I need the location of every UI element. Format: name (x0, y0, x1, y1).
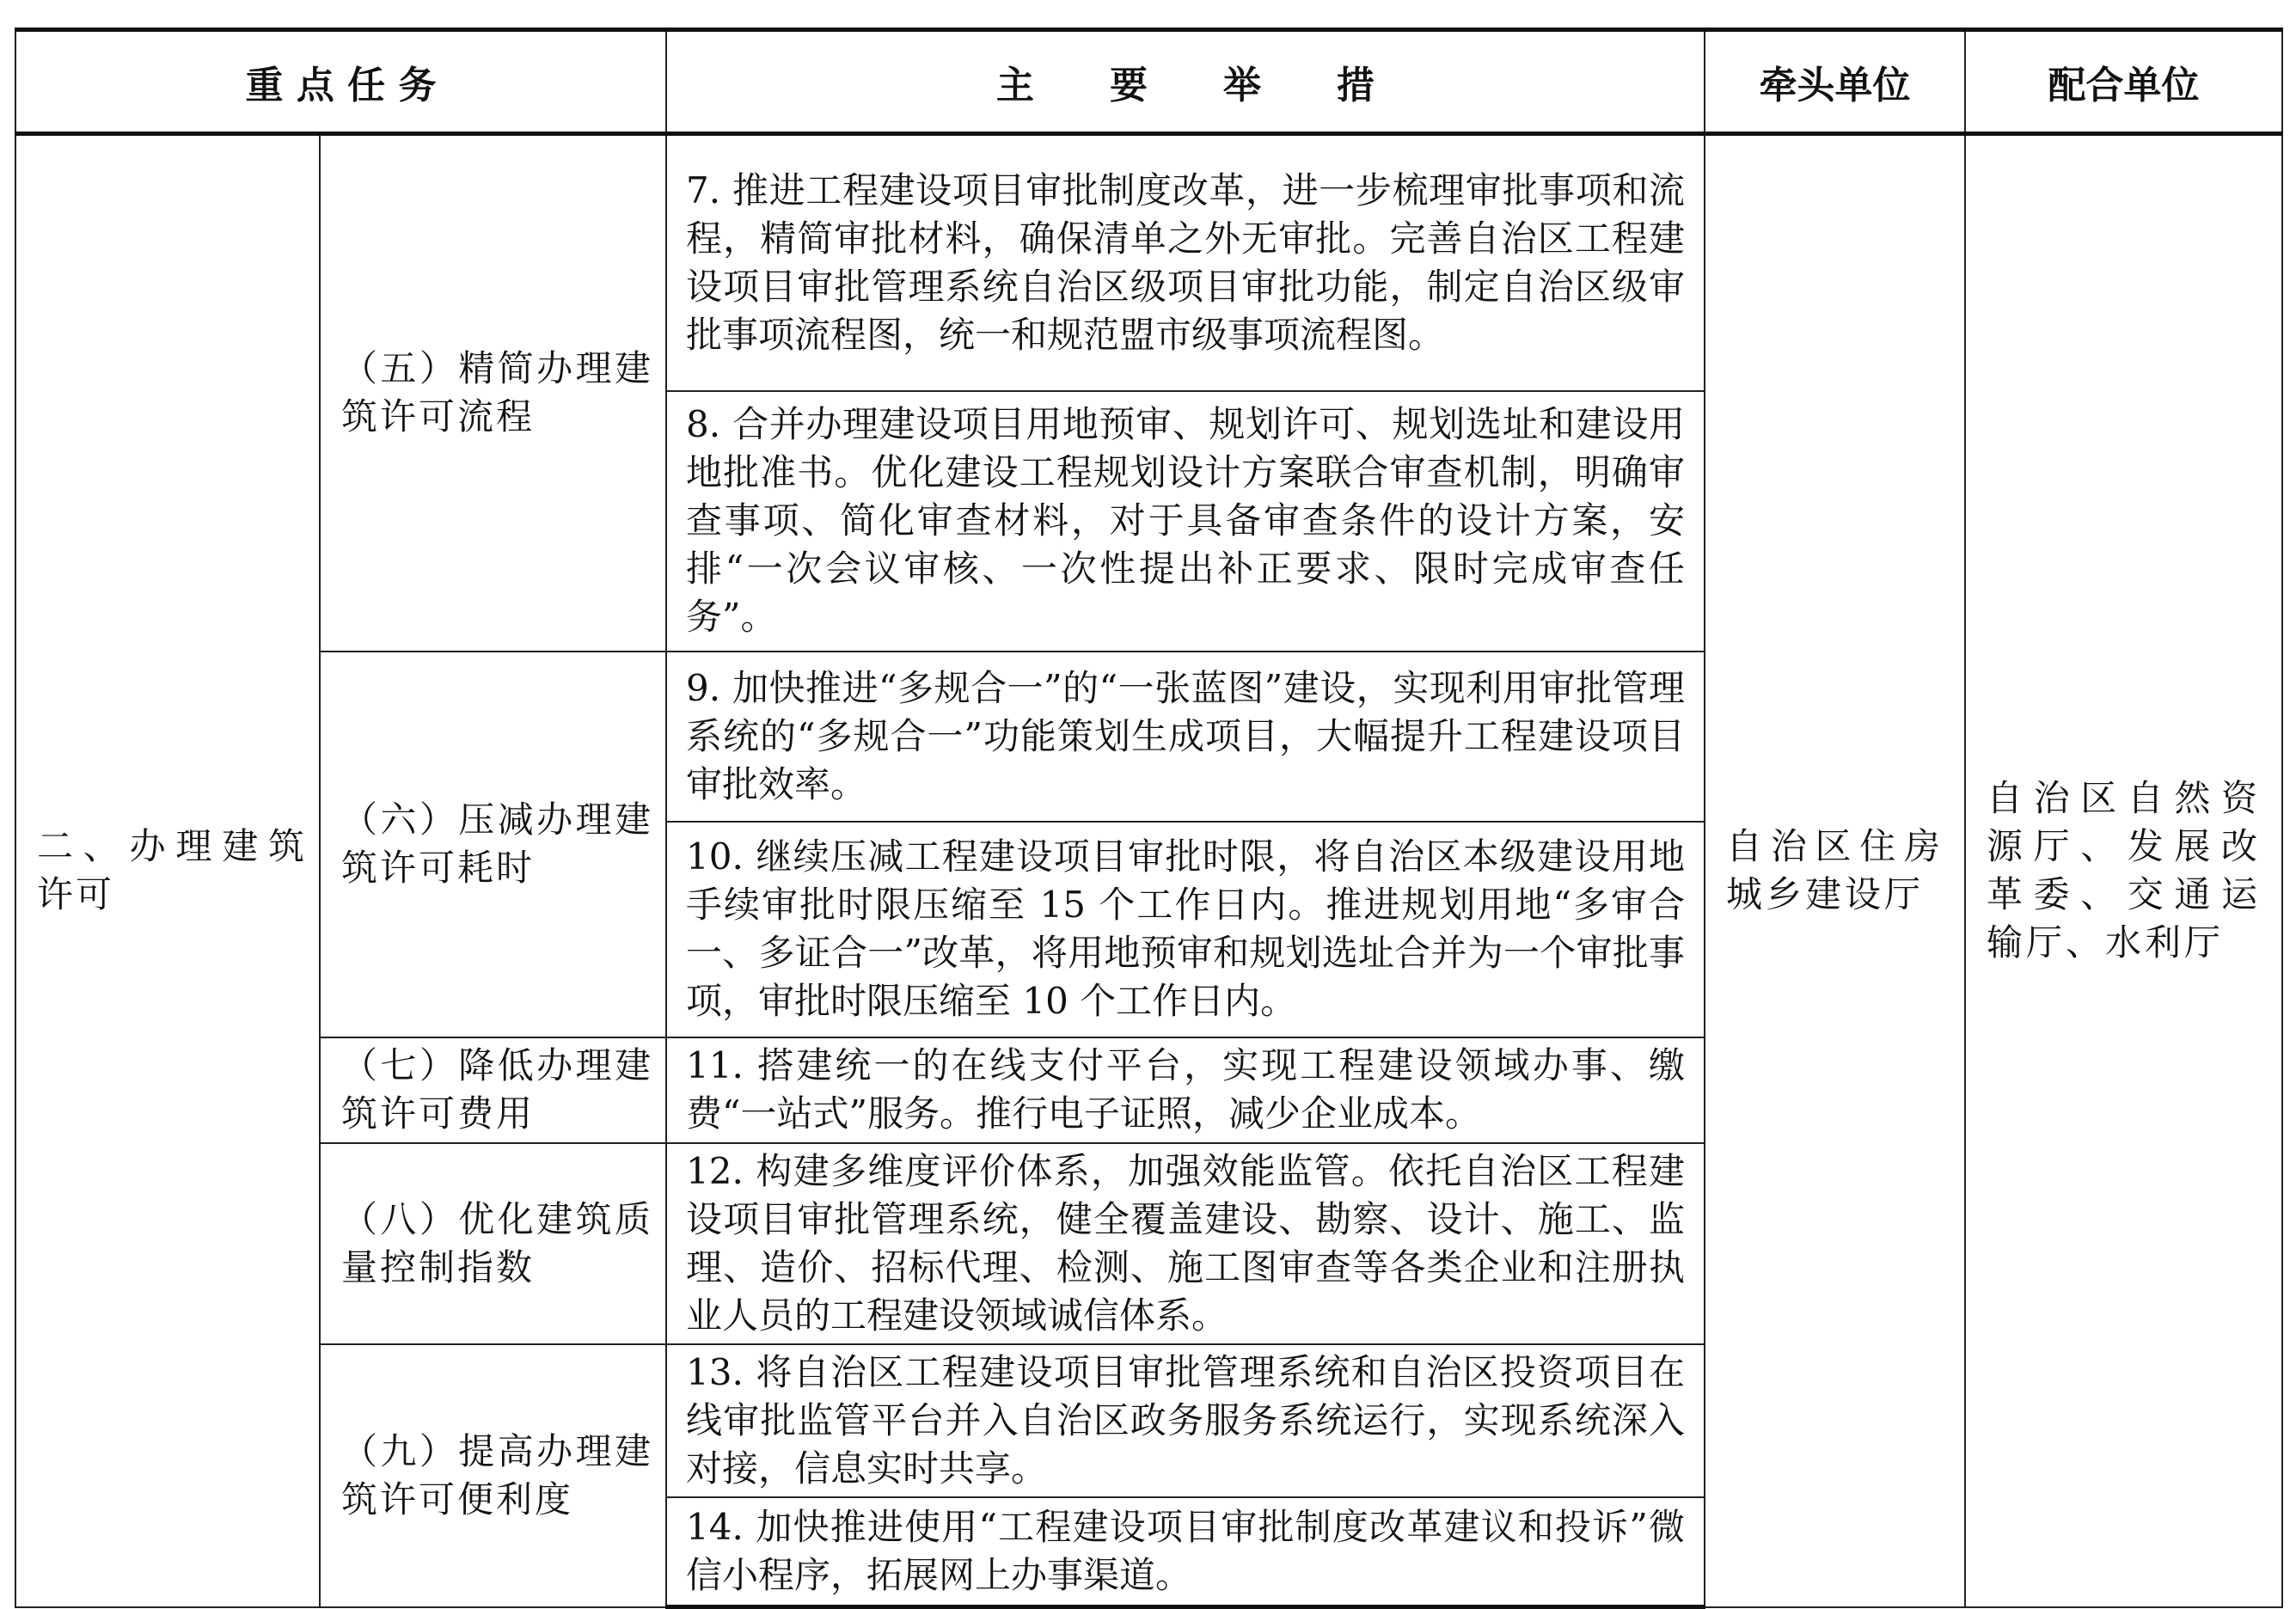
measure: 11. 搭建统一的在线支付平台，实现工程建设领域办事、缴费“一站式”服务。推行电子证照，减少企业成本。 (666, 1037, 1705, 1143)
header-task: 重 点 任 务 (15, 30, 666, 134)
measure: 13. 将自治区工程建设项目审批管理系统和自治区投资项目在线审批监管平台并入自治区政务服务系统运行，实现系统深入对接，信息实时共享。 (666, 1344, 1705, 1497)
subtask: （五）精简办理建筑许可流程 (320, 134, 666, 652)
header-lead: 牵头单位 (1705, 30, 1965, 134)
measure: 8. 合并办理建设项目用地预审、规划许可、规划选址和建设用地批准书。优化建设工程规划设计方案联合审查机制，明确审查事项、简化审查材料，对于具备审查条件的设计方案，安排“一次会议审核、一次性提出补正要求、限时完成审查任务”。 (666, 391, 1705, 652)
subtask: （七）降低办理建筑许可费用 (320, 1037, 666, 1143)
tasks-table (15, 28, 2283, 1609)
measure: 9. 加快推进“多规合一”的“一张蓝图”建设，实现利用审批管理系统的“多规合一”功能策划生成项目，大幅提升工程建设项目审批效率。 (666, 652, 1705, 822)
measure: 10. 继续压减工程建设项目审批时限，将自治区本级建设用地手续审批时限压缩至 15 个工作日内。推进规划用地“多审合一、多证合一”改革，将用地预审和规划选址合并为一个审批事项，审批时限压缩至 10 个工作日内。 (666, 822, 1705, 1037)
measure: 14. 加快推进使用“工程建设项目审批制度改革建议和投诉”微信小程序，拓展网上办事渠道。 (666, 1497, 1705, 1607)
lead-unit: 自治区住房城乡建设厅 (1705, 134, 1965, 1607)
table-row (15, 134, 2282, 391)
measure: 7. 推进工程建设项目审批制度改革，进一步梳理审批事项和流程，精简审批材料，确保清单之外无审批。完善自治区工程建设项目审批管理系统自治区级项目审批功能，制定自治区级审批事项流程图，统一和规范盟市级事项流程图。 (666, 134, 1705, 391)
main-task: 二、办理建筑许可 (15, 134, 320, 1607)
header-cooperate: 配合单位 (1965, 30, 2282, 134)
cooperate-units: 自治区自然资源厅、发展改革委、交通运输厅、水利厅 (1965, 134, 2282, 1607)
subtask: （六）压减办理建筑许可耗时 (320, 652, 666, 1037)
measure: 12. 构建多维度评价体系，加强效能监管。依托自治区工程建设项目审批管理系统，健全覆盖建设、勘察、设计、施工、监理、造价、招标代理、检测、施工图审查等各类企业和注册执业人员的工程建设领域诚信体系。 (666, 1143, 1705, 1344)
subtask: （九）提高办理建筑许可便利度 (320, 1344, 666, 1607)
header-row (15, 30, 2282, 134)
subtask: （八）优化建筑质量控制指数 (320, 1143, 666, 1344)
header-measures: 主 要 举 措 (666, 30, 1705, 134)
